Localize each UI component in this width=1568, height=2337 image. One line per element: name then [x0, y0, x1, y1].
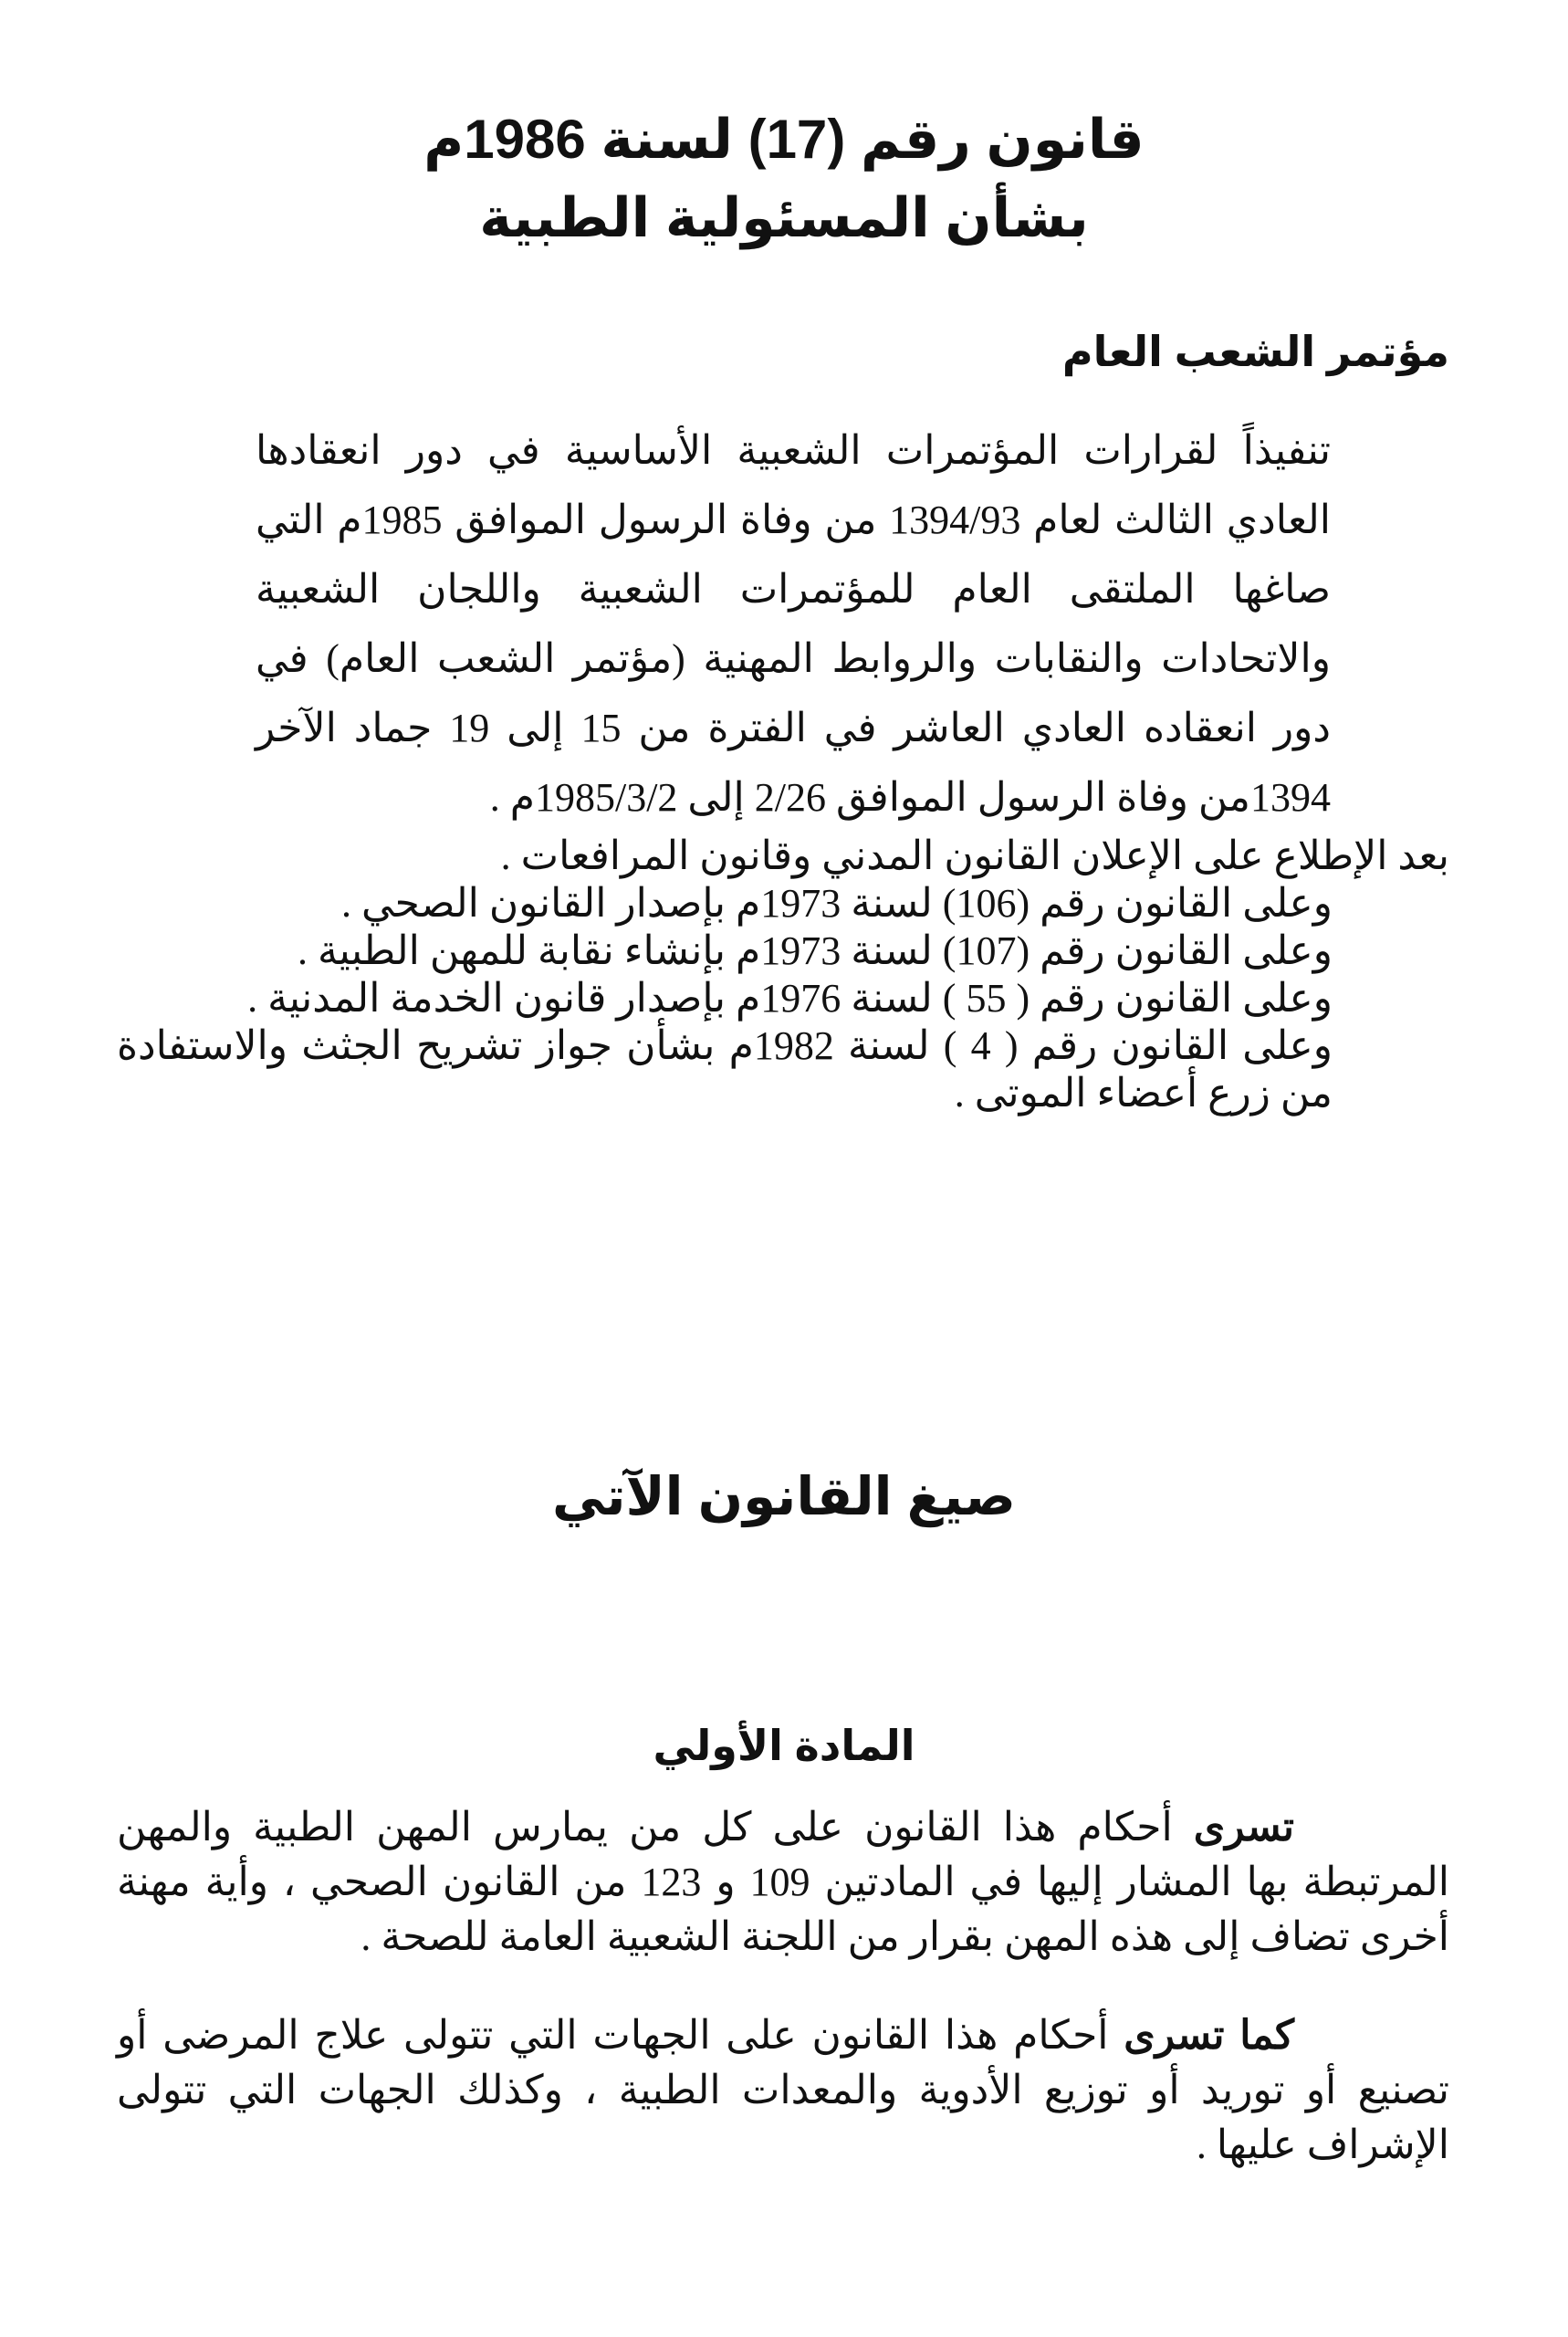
paragraph-lead-word: تسرى: [1193, 1805, 1294, 1850]
issuer-heading: مؤتمر الشعب العام: [1061, 328, 1449, 375]
article-1-paragraph-1: [117, 1800, 1449, 1965]
enactment-heading: صيغ القانون الآتي: [552, 1467, 1016, 1526]
preamble-paragraph: تنفيذاً لقرارات المؤتمرات الشعبية الأساسية في دور انعقادها العادي الثالث لعام 1394/93 من وفاة الرسول الموافق 1985م التي صاغها الملتقى العام للمؤتمرات الشعبية واللجان الشعبية والاتحادات والنقابات والروابط المهنية (مؤتمر الشعب العام) في دور انعقاده العادي العاشر في الفترة من 15 إلى 19 جماد الآخر 1394من وفاة الرسول الموافق 2/26 إلى 1985/3/2م .: [256, 428, 1332, 820]
reference-item: وعلى القانون رقم (107) لسنة 1973م بإنشاء نقابة للمهن الطبية .: [297, 928, 1333, 973]
law-title-number: قانون رقم (17) لسنة 1986م: [423, 109, 1145, 170]
paragraph-body: أحكام هذا القانون على الجهات التي تتولى علاج المرضى أو تصنيع أو توريد أو توزيع الأدوية والمعدات الطبية ، وكذلك الجهات التي تتولى الإشراف عليها .: [117, 2013, 1449, 2167]
article-1-paragraph-2: [117, 2008, 1449, 2173]
reference-item: وعلى القانون رقم ( 4 ) لسنة 1982م بشأن جواز تشريح الجثث والاستفادة من زرع أعضاء الموتى .: [117, 1023, 1333, 1116]
reference-item: وعلى القانون رقم ( 55 ) لسنة 1976م بإصدار قانون الخدمة المدنية .: [247, 976, 1333, 1021]
article-1-title: المادة الأولي: [653, 1722, 915, 1769]
paragraph-lead-word: كما تسرى: [1124, 2013, 1295, 2058]
reference-main: بعد الإطلاع على الإعلان القانون المدني وقانون المرافعات .: [500, 833, 1449, 878]
legal-references: [117, 833, 1449, 1117]
law-title: [0, 100, 1568, 257]
paragraph-body: أحكام هذا القانون على كل من يمارس المهن الطبية والمهن المرتبطة بها المشار إليها في المادتين 109 و 123 من القانون الصحي ، وأية مهنة أخرى تضاف إلى هذه المهن بقرار من اللجنة الشعبية العامة للصحة .: [117, 1805, 1449, 1959]
reference-item: وعلى القانون رقم (106) لسنة 1973م بإصدار القانون الصحي .: [340, 881, 1333, 926]
law-title-subject: بشأن المسئولية الطبية: [479, 187, 1089, 248]
